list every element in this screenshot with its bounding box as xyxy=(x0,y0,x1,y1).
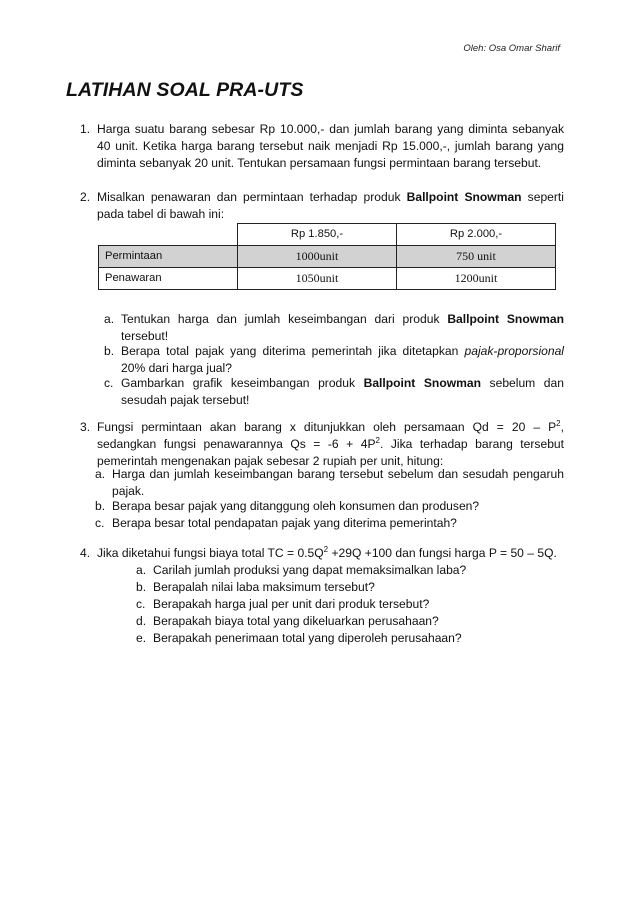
question-3-sub-b: b. Berapa besar pajak yang ditanggung oleh konsumen dan produsen? xyxy=(95,499,480,513)
question-4-sub-c: c. Berapakah harga jual per unit dari produk tersebut? xyxy=(136,597,430,611)
table-header-row xyxy=(99,224,556,246)
product-name: Ballpoint Snowman xyxy=(406,190,522,204)
question-text: Harga suatu barang sebesar Rp 10.000,- dan jumlah barang yang diminta sebanyak 40 unit. Ketika harga barang tersebut naik menjadi Rp 15.000,-, jumlah barang yang diminta sebanyak 20 unit. Tentukan persamaan fungsi permintaan barang tersebut. xyxy=(97,122,564,170)
table-cell: 1200unit xyxy=(397,268,556,290)
table-cell: Penawaran xyxy=(99,268,238,290)
question-4-sub-b: b. Berapalah nilai laba maksimum tersebut? xyxy=(136,580,375,594)
page-title: LATIHAN SOAL PRA-UTS xyxy=(66,79,304,101)
question-text: Misalkan penawaran dan permintaan terhadap produk Ballpoint Snowman seperti pada tabel di bawah ini: xyxy=(97,190,564,221)
question-4-sub-a: a. Carilah jumlah produksi yang dapat memaksimalkan laba? xyxy=(136,563,467,577)
question-number: 1. xyxy=(80,122,91,136)
table-cell: 1000unit xyxy=(238,246,397,268)
table-row xyxy=(99,268,556,290)
question-2-sub-a: a. Tentukan harga dan jumlah keseimbangan dari produk Ballpoint Snowman tersebut! xyxy=(104,312,564,343)
question-number: 2. xyxy=(80,190,91,204)
question-number: 3. xyxy=(80,420,91,434)
question-2-sub-b: b. Berapa total pajak yang diterima pemerintah jika ditetapkan pajak-proporsional 20% dari harga jual? xyxy=(104,344,564,375)
table-cell: 750 unit xyxy=(397,246,556,268)
header-author: Oleh: Osa Omar Sharif xyxy=(463,43,560,54)
table-header-cell xyxy=(99,224,238,246)
question-4 xyxy=(80,545,564,562)
table-cell: 1050unit xyxy=(238,268,397,290)
table-header-cell: Rp 1.850,- xyxy=(238,224,397,246)
table-cell: Permintaan xyxy=(99,246,238,268)
question-3-sub-c: c. Berapa besar total pendapatan pajak yang diterima pemerintah? xyxy=(95,516,457,530)
price-quantity-table xyxy=(98,223,556,290)
question-number: 4. xyxy=(80,546,91,560)
question-text: Jika diketahui fungsi biaya total TC = $0.5Q^2 +29Q +100$ dan fungsi harga P = 50 – 5Q. xyxy=(97,545,557,560)
table-header-cell: Rp 2.000,- xyxy=(397,224,556,246)
question-1 xyxy=(80,121,564,172)
question-3-sub-a: a. Harga dan jumlah keseimbangan barang tersebut sebelum dan sesudah pengaruh pajak. xyxy=(95,467,564,498)
question-4-sub-e: e. Berapakah penerimaan total yang diperoleh perusahaan? xyxy=(136,631,462,645)
question-3 xyxy=(80,419,564,470)
question-4-sub-d: d. Berapakah biaya total yang dikeluarkan perusahaan? xyxy=(136,614,439,628)
question-2 xyxy=(80,189,564,223)
table-row xyxy=(99,246,556,268)
question-text: Fungsi permintaan akan barang x ditunjukkan oleh persamaan $Qd = 20 - P^2$, sedangkan fungsi penawarannya $Qs = -6 + 4P^2$. Jika terhadap barang tersebut pemerintah mengenakan pajak sebesar 2 rupiah per unit, hitung: xyxy=(97,419,565,468)
question-2-sub-c: c. Gambarkan grafik keseimbangan produk Ballpoint Snowman sebelum dan sesudah pajak tersebut! xyxy=(104,376,564,407)
